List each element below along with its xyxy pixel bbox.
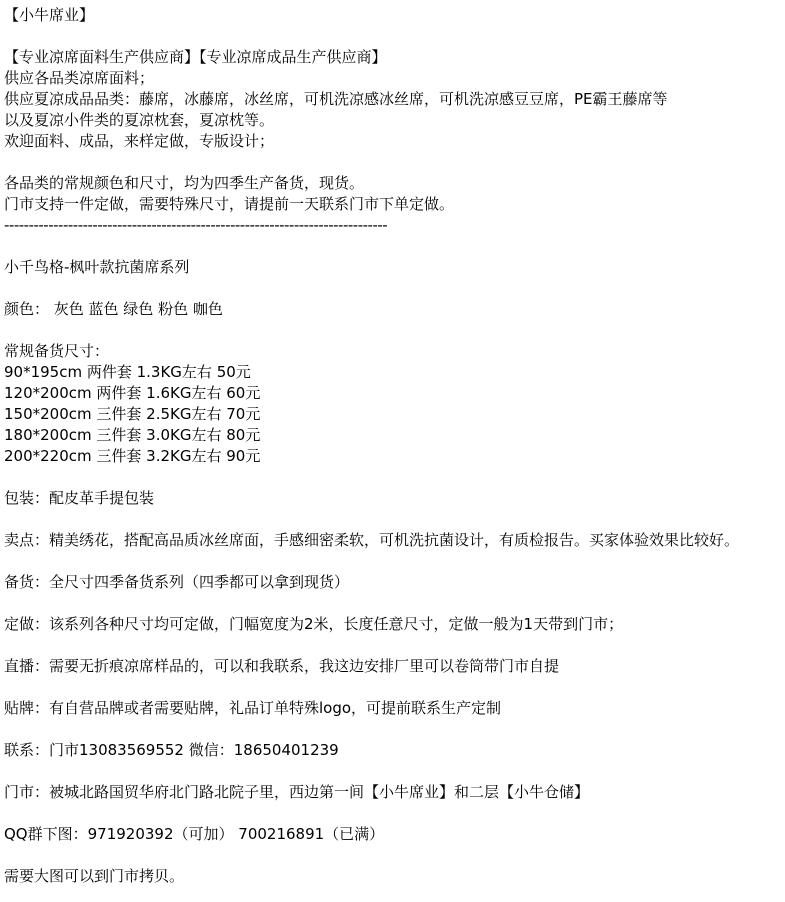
note-line: 需要大图可以到门市拷贝。 bbox=[4, 867, 185, 885]
store-address-line: 门市：被城北路国贸华府北门路北院子里，西边第一间【小牛席业】和二层【小牛仓储】 bbox=[4, 783, 590, 801]
blank-line bbox=[4, 26, 785, 47]
blank-line bbox=[4, 152, 785, 173]
blank-line bbox=[4, 845, 785, 866]
intro-line-products: 供应夏凉成品品类：藤席，冰藤席，冰丝席，可机洗凉感冰丝席，可机洗凉感豆豆席，PE霸王藤席等 bbox=[4, 90, 668, 108]
separator-line: ------------------------------------------------------------------------------ bbox=[4, 216, 388, 234]
blank-line bbox=[4, 236, 785, 257]
intro-headline: 【专业凉席面料生产供应商】【专业凉席成品生产供应商】 bbox=[4, 48, 387, 66]
sizes-title: 常规备货尺寸： bbox=[4, 342, 110, 360]
packaging-line: 包装：配皮革手提包装 bbox=[4, 489, 155, 507]
stock-notice-line: 各品类的常规颜色和尺寸，均为四季生产备货，现货。 bbox=[4, 174, 365, 192]
blank-line bbox=[4, 509, 785, 530]
size-row: 90*195cm 两件套 1.3KG左右 50元 bbox=[4, 363, 251, 381]
blank-line bbox=[4, 761, 785, 782]
size-row: 150*200cm 三件套 2.5KG左右 70元 bbox=[4, 405, 261, 423]
blank-line bbox=[4, 719, 785, 740]
size-row: 180*200cm 三件套 3.0KG左右 80元 bbox=[4, 426, 261, 444]
blank-line bbox=[4, 677, 785, 698]
contact-line: 联系：门市13083569552 微信：18650401239 bbox=[4, 741, 339, 759]
colors-line: 颜色： 灰色 蓝色 绿色 粉色 咖色 bbox=[4, 300, 223, 318]
blank-line bbox=[4, 278, 785, 299]
brand-title: 【小牛席业】 bbox=[4, 6, 95, 24]
blank-line bbox=[4, 593, 785, 614]
series-title: 小千鸟格-枫叶款抗菌席系列 bbox=[4, 258, 190, 276]
custom-notice-line: 门市支持一件定做，需要特殊尺寸，请提前一天联系门市下单定做。 bbox=[4, 195, 455, 213]
custom-line: 定做：该系列各种尺寸均可定做，门幅宽度为2米，长度任意尺寸，定做一般为1天带到门市； bbox=[4, 615, 624, 633]
intro-line-fabric: 供应各品类凉席面料； bbox=[4, 69, 155, 87]
blank-line bbox=[4, 551, 785, 572]
stock-line: 备货：全尺寸四季备货系列（四季都可以拿到现货） bbox=[4, 573, 350, 591]
labeling-line: 贴牌：有自营品牌或者需要贴牌，礼品订单特殊logo，可提前联系生产定制 bbox=[4, 699, 502, 717]
selling-points-line: 卖点：精美绣花，搭配高品质冰丝席面，手感细密柔软，可机洗抗菌设计，有质检报告。买家体验效果比较好。 bbox=[4, 531, 740, 549]
blank-line bbox=[4, 320, 785, 341]
livestream-line: 直播：需要无折痕凉席样品的，可以和我联系，我这边安排厂里可以卷筒带门市自提 bbox=[4, 657, 560, 675]
intro-line-accessories: 以及夏凉小件类的夏凉枕套，夏凉枕等。 bbox=[4, 111, 275, 129]
qq-group-line: QQ群下图：971920392（可加） 700216891（已满） bbox=[4, 825, 385, 843]
intro-line-custom: 欢迎面料、成品，来样定做，专版设计； bbox=[4, 132, 275, 150]
blank-line bbox=[4, 803, 785, 824]
document-body bbox=[4, 5, 785, 887]
blank-line bbox=[4, 635, 785, 656]
size-row: 200*220cm 三件套 3.2KG左右 90元 bbox=[4, 447, 261, 465]
blank-line bbox=[4, 467, 785, 488]
size-row: 120*200cm 两件套 1.6KG左右 60元 bbox=[4, 384, 261, 402]
